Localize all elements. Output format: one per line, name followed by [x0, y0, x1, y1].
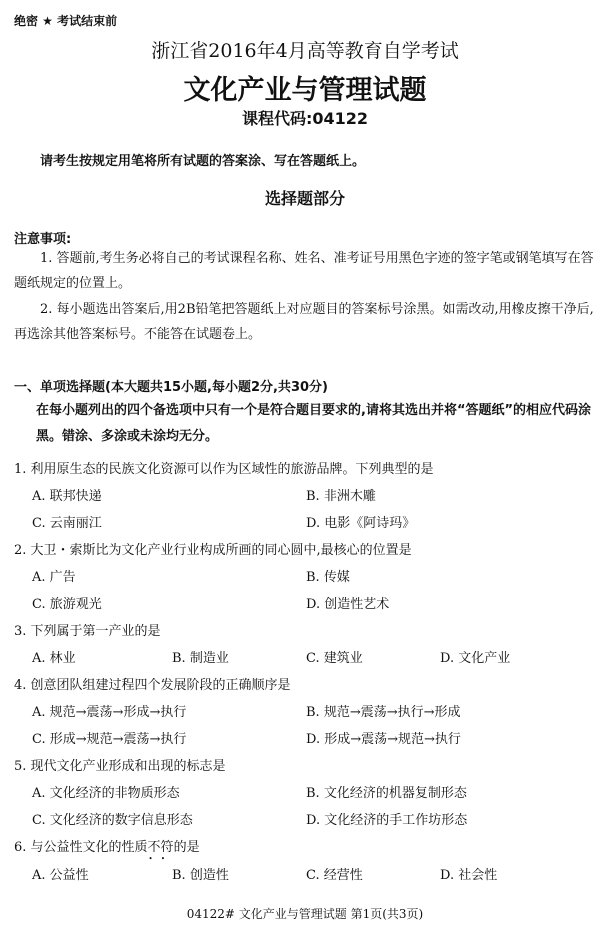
question-stem: 2. 大卫・索斯比为文化产业行业构成所画的同心圆中,最核心的位置是 — [14, 543, 412, 558]
option: C. 文化经济的数字信息形态 — [32, 813, 193, 828]
option: D. 电影《阿诗玛》 — [306, 516, 416, 531]
option: B. 规范→震荡→执行→形成 — [306, 705, 461, 720]
question-stem: 4. 创意团队组建过程四个发展阶段的正确顺序是 — [14, 678, 291, 693]
notice-item-1: 1. 答题前,考生务必将自己的考试课程名称、姓名、准考证号用黑色字迹的签字笔或钢笔填写在答题纸规定的位置上。 — [14, 251, 594, 291]
option: D. 文化产业 — [440, 651, 511, 666]
option: B. 传媒 — [306, 570, 350, 585]
intro-instruction: 请考生按规定用笔将所有试题的答案涂、写在答题纸上。 — [40, 154, 366, 169]
option: A. 规范→震荡→形成→执行 — [32, 705, 187, 720]
option: A. 林业 — [32, 651, 76, 666]
section-title: 选择题部分 — [264, 189, 345, 208]
option: C. 旅游观光 — [32, 597, 102, 612]
option: C. 建筑业 — [306, 651, 363, 666]
course-code: 课程代码:04122 — [241, 109, 369, 128]
stem-text: 的是 — [173, 840, 200, 855]
question-stem: 3. 下列属于第一产业的是 — [14, 624, 161, 639]
notice-item-2: 2. 每小题选出答案后,用2B铅笔把答题纸上对应题目的答案标号涂黑。如需改动,用橡皮擦干净后,再选涂其他答案标号。不能答在试题卷上。 — [14, 302, 594, 342]
option: B. 创造性 — [172, 868, 229, 883]
emphasized-text: 不符 • • — [148, 840, 174, 855]
question-stem: 5. 现代文化产业形成和出现的标志是 — [14, 759, 226, 774]
page-title: 文化产业与管理试题 — [183, 75, 427, 106]
notice-title: 注意事项: — [14, 232, 72, 247]
part1-instruction: 在每小题列出的四个备选项中只有一个是符合题目要求的,请将其选出并将“答题纸”的相应代码涂黑。错涂、多涂或未涂均无分。 — [36, 403, 592, 444]
option: C. 云南丽江 — [32, 516, 102, 531]
option: B. 文化经济的机器复制形态 — [306, 786, 467, 801]
confidential-mark: 绝密 ★ 考试结束前 — [14, 14, 118, 28]
option: D. 文化经济的手工作坊形态 — [306, 813, 468, 828]
option: C. 经营性 — [306, 868, 363, 883]
option: D. 形成→震荡→规范→执行 — [306, 732, 461, 747]
option: A. 广告 — [32, 570, 76, 585]
part1-heading: 一、单项选择题(本大题共15小题,每小题2分,共30分) — [14, 380, 328, 395]
option: A. 公益性 — [32, 868, 89, 883]
page-footer: 04122# 文化产业与管理试题 第1页(共3页) — [186, 907, 424, 921]
option: B. 非洲木雕 — [306, 489, 376, 504]
option: A. 文化经济的非物质形态 — [32, 786, 180, 801]
question-stem — [14, 836, 200, 855]
stem-text: 6. 与公益性文化的性质 — [14, 840, 148, 855]
option: A. 联邦快递 — [32, 489, 102, 504]
exam-name: 浙江省2016年4月高等教育自学考试 — [151, 40, 459, 62]
option: D. 社会性 — [440, 868, 498, 883]
option: D. 创造性艺术 — [306, 597, 390, 612]
question-stem: 1. 利用原生态的民族文化资源可以作为区域性的旅游品牌。下列典型的是 — [14, 462, 434, 477]
option: B. 制造业 — [172, 651, 229, 666]
option: C. 形成→规范→震荡→执行 — [32, 732, 187, 747]
